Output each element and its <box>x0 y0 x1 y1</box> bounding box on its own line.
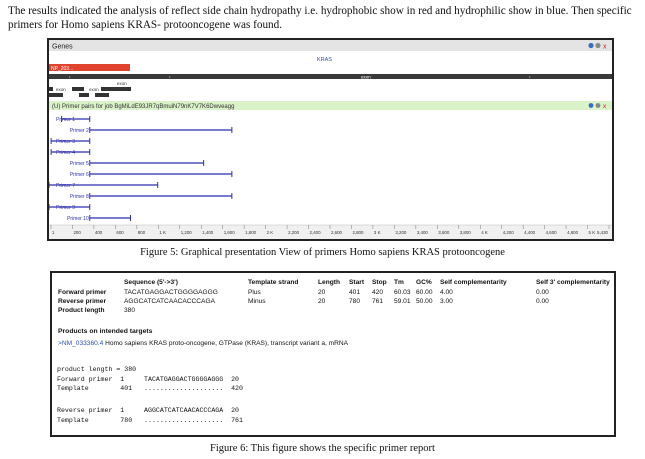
ruler-tick-label: 5 K <box>588 230 596 235</box>
svg-text:›: › <box>69 74 71 80</box>
ruler-tick-label: 3,800 <box>459 230 471 235</box>
transcript-dark-bar <box>49 74 612 79</box>
col-tm: Tm <box>394 279 404 286</box>
ruler-tick-label: 1,800 <box>245 230 257 235</box>
col-template-strand: Template strand <box>248 279 299 286</box>
ruler-tick-label: 2,600 <box>331 230 342 235</box>
ruler-tick-label: 800 <box>137 230 146 235</box>
ruler-tick-label: 2 K <box>266 230 274 235</box>
ruler-tick-label: 400 <box>94 230 103 235</box>
primer-label: Primer 7 <box>56 182 75 189</box>
exon-label: exon <box>89 87 99 92</box>
primer-graphic-svg <box>49 40 612 239</box>
forward-alignment: product length = 380 Forward primer 1 TACATGAGGACTGGGGAGGG 20 Template 401 .................... 420 <box>57 366 243 392</box>
ruler-tick-label: 1,200 <box>180 230 192 235</box>
primer-label: Primer 3 <box>56 138 75 145</box>
col-self3-comp: Self 3' complementarity <box>536 279 610 286</box>
ruler-tick-label: 600 <box>116 230 124 235</box>
ruler-tick-label: 3 K <box>373 230 381 235</box>
ruler-tick-label: 4,600 <box>545 230 557 235</box>
ruler-tick-label: 3,200 <box>395 230 407 235</box>
primer-track-close-icon[interactable]: x <box>603 103 607 110</box>
target-description: Homo sapiens KRAS proto-oncogene, GTPase (KRAS), transcript variant a, mRNA <box>103 340 349 347</box>
ruler-tick-label: 3,600 <box>438 230 450 235</box>
col-stop: Stop <box>372 279 387 286</box>
reverse-alignment: Reverse primer 1 AGGCATCATCAACACCCAGA 20 Template 780 .................... 761 <box>57 407 243 424</box>
ruler-tick-label: 4,800 <box>567 230 579 235</box>
exon-label: exon <box>117 81 127 86</box>
primer-track-help-icon[interactable] <box>589 103 594 108</box>
track-settings-icon[interactable] <box>595 43 600 48</box>
primer-graphic-figure <box>47 38 614 241</box>
primer-label: Primer 2 <box>69 127 89 134</box>
ruler-tick-label: 4,400 <box>524 230 536 235</box>
track-close-icon[interactable]: x <box>603 43 607 51</box>
primer-report-figure: Sequence (5'->3') Template strand Length Start Stop Tm GC% Self complementarity Self 3' complementarity Forward primer TACATGAGGACTGGGGAGGG Plus 20 401 420 60.03 60.00 4.00 0.00 Reverse primer AGGCATCATCAACACCCAGA Minus 20 780 761 59.01 50.00 3.00 0.00 Product length 380 Products on intended targets >NM_033360.4 Homo sapiens KRAS proto-oncogene, GTPase (KRAS), transcript variant a, mRNA product length = 380 Forward primer 1 TACATGAGGACTGGGGAGGG 20 Template 401 .................... 420 Reverse primer 1 AGGCATCATCAACACCCAGA 20 Template 780 .................... 761 <box>50 271 616 437</box>
genes-track-header <box>49 40 612 51</box>
exon-block <box>95 93 109 97</box>
ruler-tick-label: 200 <box>73 230 81 235</box>
primer-label: Primer 5 <box>69 160 89 167</box>
primer-label: Primer 9 <box>56 204 75 211</box>
ruler-tick-label: 1,400 <box>202 230 214 235</box>
track-help-icon[interactable] <box>588 43 593 48</box>
ruler-tick-label: 4,200 <box>502 230 514 235</box>
primer-label: Primer 1 <box>56 116 75 123</box>
col-start: Start <box>349 279 365 286</box>
primer-label: Primer 10 <box>67 215 89 222</box>
ruler-tick-label: 4 K <box>481 230 488 235</box>
primer-track-settings-icon[interactable] <box>596 103 601 108</box>
primer-label: Primer 4 <box>56 149 75 156</box>
gene-name-label: KRAS <box>317 57 332 63</box>
primer-label: Primer 8 <box>69 193 89 200</box>
exon-block <box>72 87 84 91</box>
exon-label: exon <box>361 74 371 80</box>
ruler-tick-label: 2,200 <box>288 230 300 235</box>
col-sequence: Sequence (5'->3') <box>124 279 178 286</box>
exon-block <box>101 87 131 91</box>
target-entry <box>58 340 348 347</box>
col-self-comp: Self complementarity <box>440 279 507 286</box>
primer-lines <box>49 116 232 222</box>
intro-paragraph: The results indicated the analysis of reflect side chain hydropathy i.e. hydrophobic show in red and hydrophilic show in blue. Then specific primers for Homo sapiens KRAS- protooncogene was found. <box>8 5 632 31</box>
exon-block <box>49 87 53 91</box>
primer-track-title: (U) Primer pairs for job BgMiLdE93JR7qBmuiN79nK7V7K6Dwveagg <box>52 104 235 110</box>
transcript-label: NP_203... <box>51 66 74 72</box>
exon-label: exon <box>56 87 66 92</box>
exon-block <box>79 93 89 97</box>
ruler-tick-label: 2,400 <box>309 230 321 235</box>
figure5-caption: Figure 5: Graphical presentation View of primers Homo sapiens KRAS protooncogene <box>140 247 505 258</box>
genes-track-label: Genes <box>52 43 73 51</box>
figure6-caption: Figure 6: This figure shows the specific primer report <box>210 443 435 454</box>
target-accession-link[interactable]: >NM_033360.4 <box>58 340 104 347</box>
svg-text:›: › <box>529 74 531 80</box>
ruler-tick-label: 1 <box>52 230 55 235</box>
exon-block <box>49 93 63 97</box>
ruler-tick-label: 3,400 <box>416 230 428 235</box>
targets-title: Products on intended targets <box>58 328 153 335</box>
col-length: Length <box>318 279 340 286</box>
ruler-tick-label: 2,800 <box>352 230 364 235</box>
ruler-tick-label: 5,430 <box>597 230 608 235</box>
primer-label: Primer 6 <box>69 171 89 178</box>
ruler-tick-label: 1,600 <box>223 230 235 235</box>
col-gc: GC% <box>416 279 432 286</box>
ruler-tick-label: 1 K <box>159 230 166 235</box>
svg-text:›: › <box>169 74 171 80</box>
